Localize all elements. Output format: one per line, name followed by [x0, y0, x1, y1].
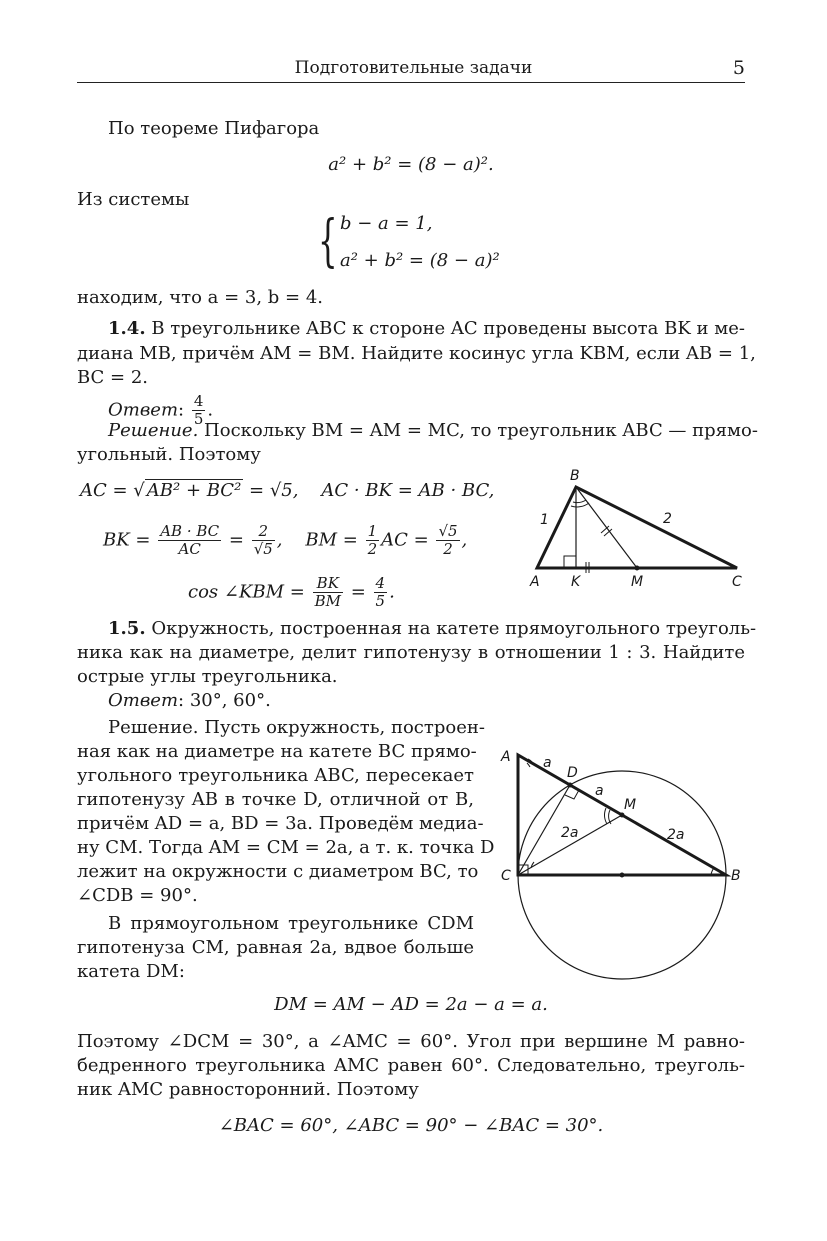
seg-label-a1: a — [543, 755, 552, 771]
p15-conclusion-3: ник AMC равносторонний. Поэтому — [77, 1079, 419, 1100]
label-C-15: C — [501, 868, 511, 884]
side-label-2: 2 — [663, 511, 672, 527]
answer-fraction: $\frac{4}{5}$ — [193, 392, 204, 428]
p14-solution-2: угольный. Поэтому — [77, 444, 261, 465]
p15-line-1: 1.5. Окружность, построенная на катете прямоугольного треуголь- — [108, 618, 757, 639]
label-K: K — [571, 574, 581, 590]
intro-line-2: Из системы — [77, 189, 190, 210]
p15-line-2: ника как на диаметре, делит гипотенузу в отношении 1 : 3. Найдите — [77, 642, 745, 663]
page-number: 5 — [732, 57, 745, 79]
p15-sol-10: катета DM: — [77, 961, 185, 982]
p15-sol-3: гипотенузу AB в точке D, отличной от B, — [77, 789, 474, 810]
p14-line-1 — [108, 317, 745, 341]
p15-conclusion-1: Поэтому ∠DCM = 30°, а ∠AMC = 60°. Угол при вершине M равно- — [77, 1031, 745, 1052]
system-eq-2: a² + b² = (8 − a)² — [340, 250, 500, 271]
seg-label-2a-2: 2a — [667, 827, 685, 843]
seg-label-a2: a — [595, 783, 604, 799]
p14-number: 1.4. — [108, 318, 146, 339]
p15-sol-2: угольного треугольника ABC, пересекает — [77, 765, 474, 786]
intro-line-3: находим, что a = 3, b = 4. — [77, 287, 324, 308]
system-eq-1: b − a = 1, — [340, 213, 433, 234]
label-D: D — [567, 765, 578, 781]
side-label-1: 1 — [540, 512, 549, 528]
label-A-15: A — [501, 749, 511, 765]
label-B-15: B — [731, 868, 741, 884]
p15-sol-4: причём AD = a, BD = 3a. Проведём медиа- — [77, 813, 484, 834]
p15-answer: Ответ: 30°, 60°. — [108, 690, 271, 711]
p14-solution-1: Решение. Поскольку BM = AM = MC, то треугольник ABC — прямо- — [108, 420, 758, 441]
label-M: M — [631, 574, 644, 590]
p15-conclusion-2: бедренного треугольника AMC равен 60°. Следовательно, треуголь- — [77, 1055, 745, 1076]
p15-number: 1.5. — [108, 618, 146, 639]
intro-line-1: По теореме Пифагора — [108, 118, 320, 139]
p15-sol-0: Решение. Пусть окружность, построен- — [108, 717, 485, 738]
p14-text-1: В треугольнике ABC к стороне AC проведены высота BK и ме- — [151, 318, 745, 339]
answer-label: Ответ — [108, 399, 179, 421]
label-M-15: M — [624, 797, 637, 813]
p14-formula-1: AC = √ AB² + BC² = √5, AC · BK = AB · BC, — [80, 480, 495, 501]
p15-sol-6: лежит на окружности с диаметром BC, то — [77, 861, 479, 882]
label-B: B — [570, 468, 580, 484]
solution-label: Решение. — [108, 420, 199, 441]
p15-final-equation: ∠BAC = 60°, ∠ABC = 90° − ∠BAC = 30°. — [218, 1115, 604, 1136]
p14-answer: Ответ: $\frac{4}{5}$ . — [108, 392, 214, 428]
p15-sol-7: ∠CDB = 90°. — [77, 885, 198, 906]
figure-1-4 — [520, 462, 760, 592]
label-A: A — [530, 574, 540, 590]
p15-sol-1: ная как на диаметре на катете BC прямо- — [77, 741, 477, 762]
label-C: C — [732, 574, 742, 590]
p15-sol-9: гипотенуза CM, равная 2a, вдвое больше — [77, 937, 474, 958]
header-rule — [77, 82, 745, 83]
p15-equation: DM = AM − AD = 2a − a = a. — [274, 994, 548, 1015]
intro-equation: a² + b² = (8 − a)². — [328, 154, 494, 175]
p14-line-2: диана MB, причём AM = BM. Найдите косинус угла KBM, если AB = 1, — [77, 343, 756, 364]
p14-line-3: BC = 2. — [77, 367, 149, 388]
p14-formula-3: cos ∠KBM = $\frac{BK}{BM}$ = $\frac{4}{5}$ . — [188, 574, 395, 610]
system-brace: { — [318, 209, 338, 274]
p14-formula-2: BK = $\frac{AB \cdot BC}{AC}$ = $\frac{2}{√5}$ , BM = $\frac{1}{2}$ AC = $\frac{√5}{2}$ , — [103, 522, 468, 558]
figure-1-5 — [495, 738, 745, 983]
p15-sol-8: В прямоугольном треугольнике CDM — [108, 913, 474, 934]
seg-label-2a-1: 2a — [561, 825, 579, 841]
running-header: Подготовительные задачи — [294, 58, 533, 78]
p15-line-3: острые углы треугольника. — [77, 666, 338, 687]
p15-sol-5: ну CM. Тогда AM = CM = 2a, а т. к. точка D — [77, 837, 495, 858]
